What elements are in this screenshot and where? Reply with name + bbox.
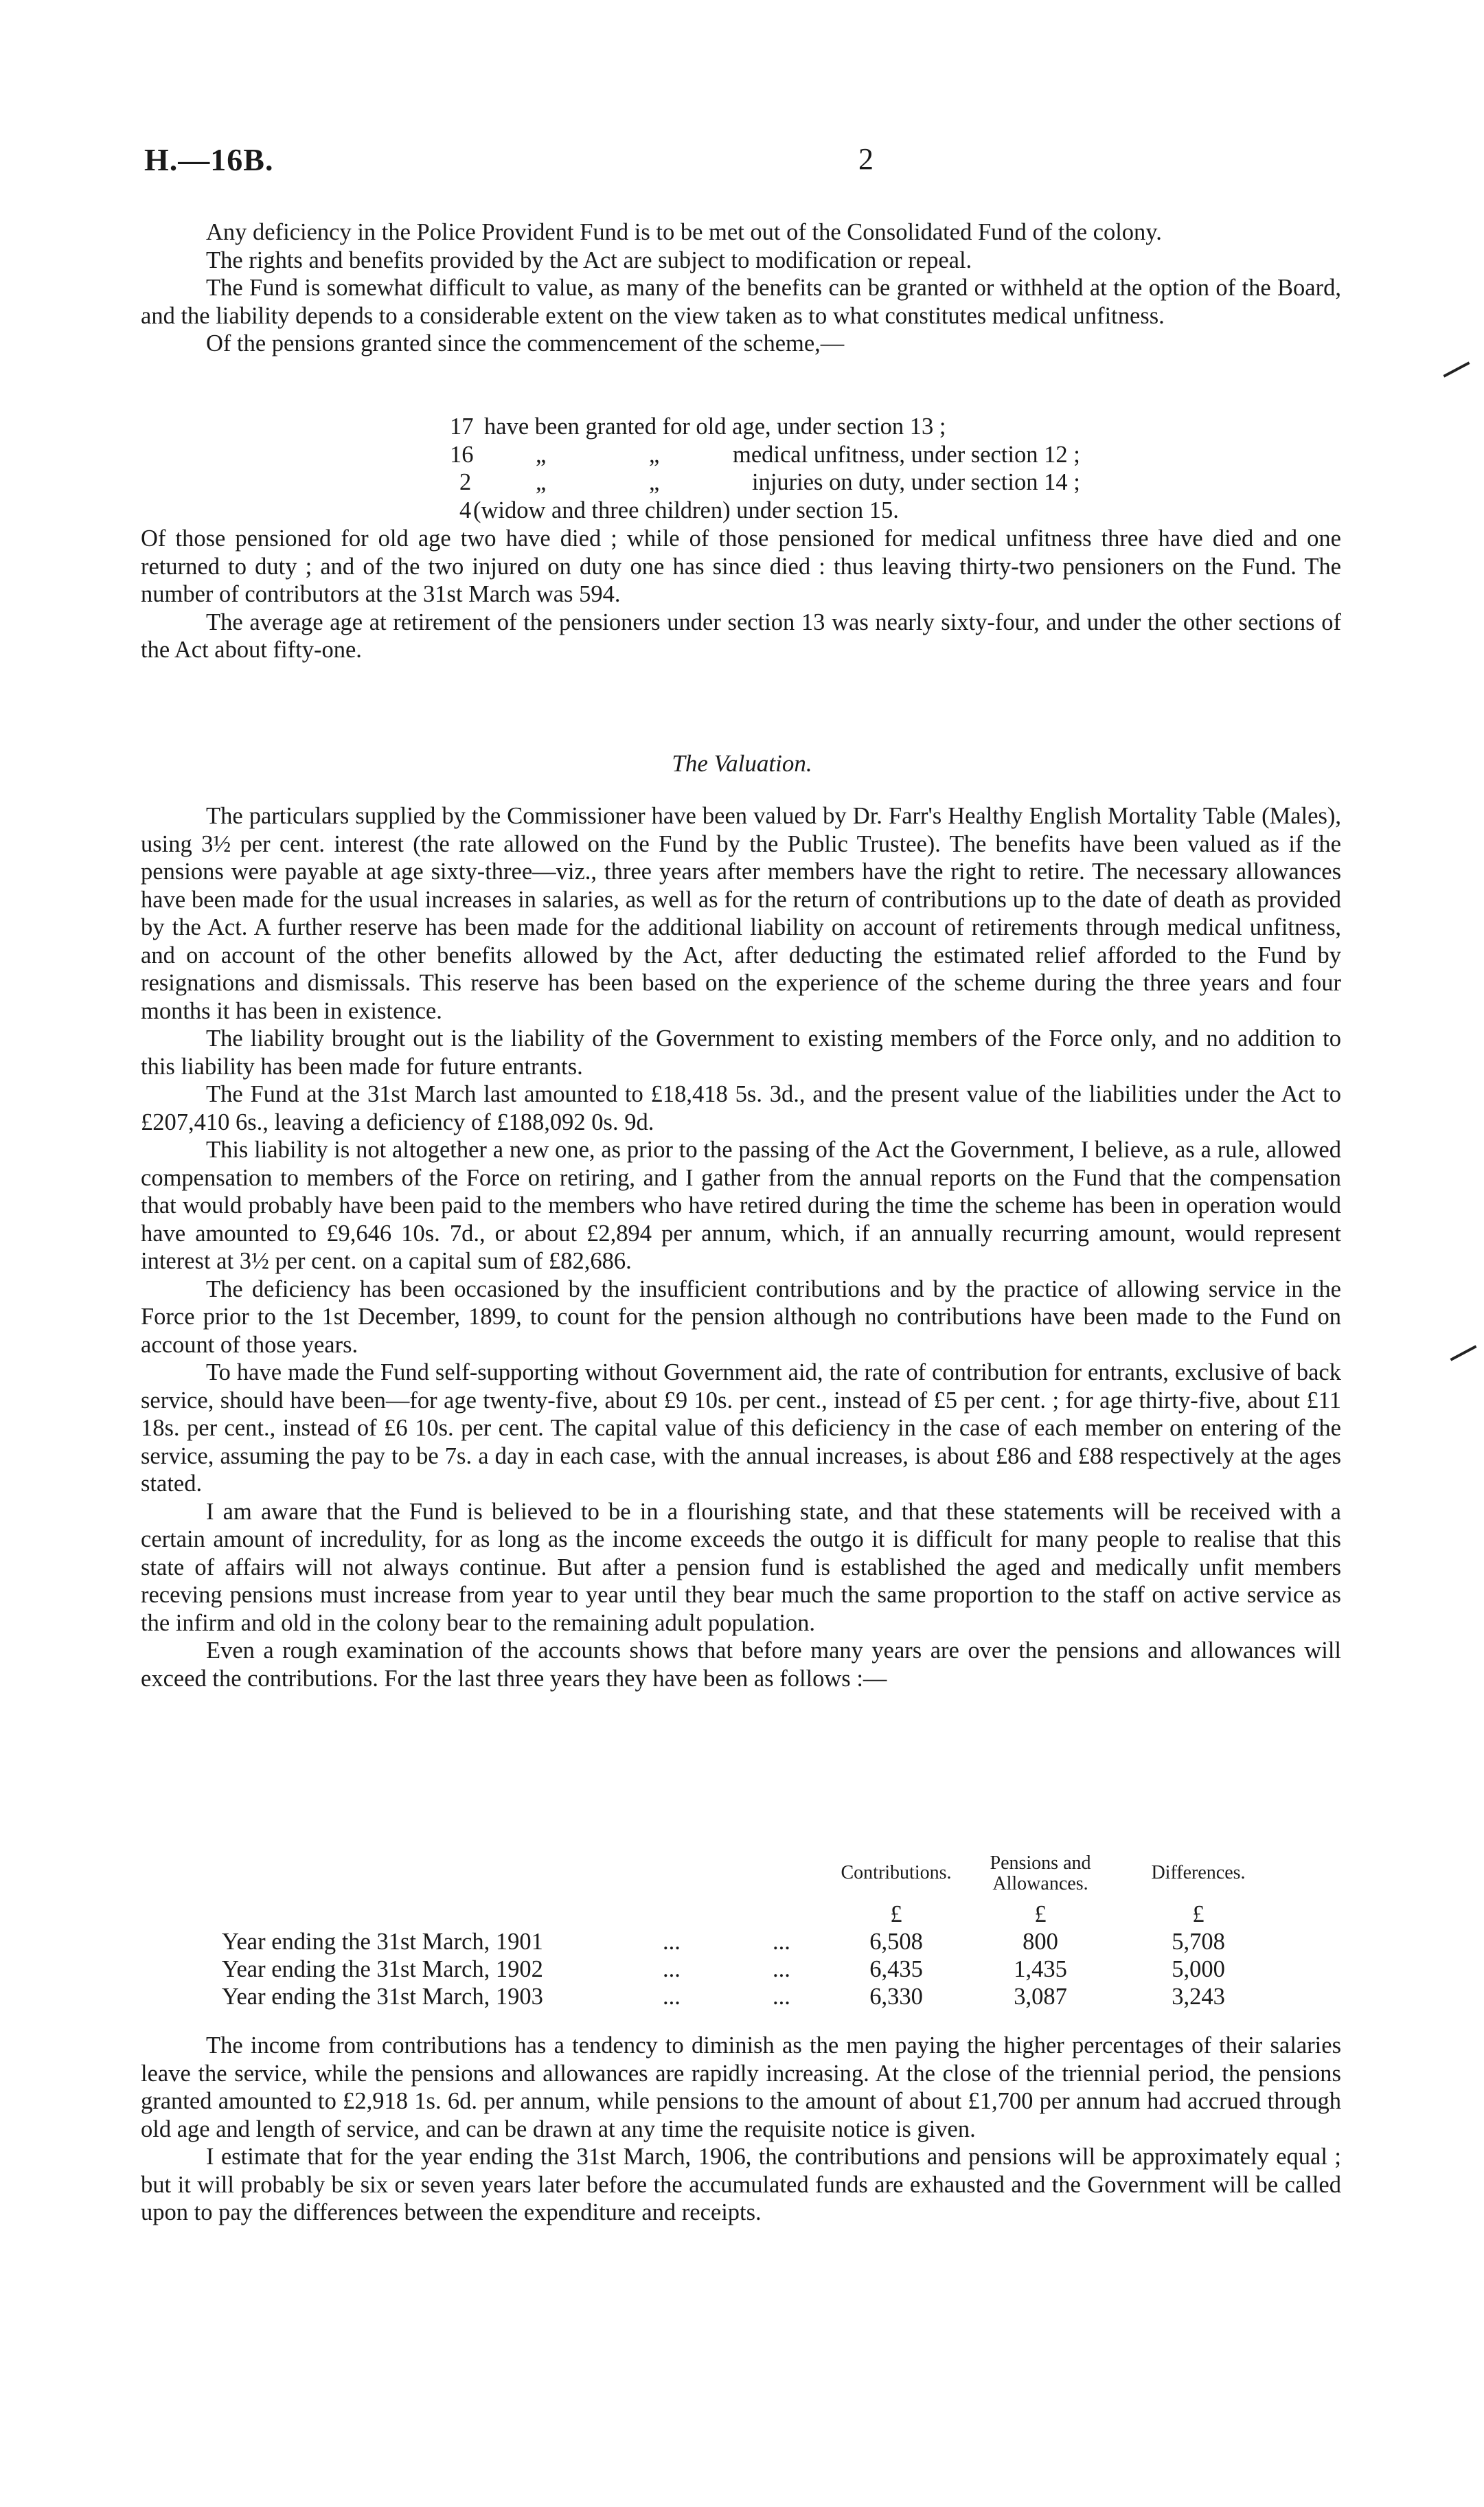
paragraph: The average age at retirement of the pensioners under section 13 was nearly sixty-four, and under the other sections of the Act about fifty-one. (141, 609, 1341, 663)
leader-dots: ... (773, 1956, 790, 1982)
pensions-cell: 800 (1023, 1929, 1058, 1955)
paragraph: To have made the Fund self-supporting without Government aid, the rate of contribution for entrants, exclusive of back service, should have been—for age twenty-five, about £9 10s. per cent., instead of £5 per cent. ; for age thirty-five, about £11 18s. per cent., instead of £6 10s. per cent. The capital value of this deficiency in the case of each member on entering of the service, assuming the pay to be 7s. a day in each case, with the annual increases, is about £86 and £88 respectively at the ages stated. (141, 1359, 1341, 1497)
table-row-label: Year ending the 31st March, 1901 (222, 1929, 543, 1955)
intro-section (141, 218, 1341, 358)
leader-dots: ... (663, 1984, 681, 2010)
page-number: 2 (858, 142, 874, 176)
pension-list-item (141, 468, 1341, 497)
contributions-cell: 6,330 (869, 1984, 923, 2010)
paragraph: The Fund at the 31st March last amounted to £18,418 5s. 3d., and the present value of the liabilities under the Act to £207,410 6s., leaving a deficiency of £188,092 0s. 9d. (141, 1081, 1341, 1135)
pension-list-item (141, 497, 1341, 525)
paragraph: The income from contributions has a tendency to diminish as the men paying the higher percentages of their salaries leave the service, while the pensions and allowances are rapidly increasing. At the close of the triennial period, the pensions granted amounted to £2,918 1s. 6d. per annum, while pensions to the amount of about £1,700 per annum had accrued through old age and length of service, and can be drawn at any time the requisite notice is given. (141, 2032, 1341, 2142)
differences-cell: 3,243 (1172, 1984, 1225, 2010)
paragraph: Any deficiency in the Police Provident Fund is to be met out of the Consolidated Fund of the colony. (206, 219, 1162, 245)
page-header (137, 141, 1367, 183)
unit-label: £ (1192, 1901, 1205, 1927)
pension-list (141, 413, 1341, 524)
paragraph: I am aware that the Fund is believed to be in a flourishing state, and that these statements will be received with a certain amount of incredulity, for as long as the income exceeds the outgo it is difficult for many people to realise that this state of affairs will not always continue. But after a pension fund is established the aged and medically unfit members receving pensions must increase from year to year until they bear much the same proportion to the staff on active service as the infirm and old in the colony bear to the remaining adult population. (141, 1498, 1341, 1636)
section-heading: The Valuation. (672, 750, 812, 777)
leader-dots: ... (773, 1929, 790, 1955)
paragraph: Even a rough examination of the accounts shows that before many years are over the pensions and allowances will exceed the contributions. For the last three years they have been as follows :— (141, 1637, 1341, 1692)
column-header-pensions: Pensions and Allowances. (990, 1852, 1091, 1894)
paragraph: I estimate that for the year ending the 31st March, 1906, the contributions and pensions will be approximately equal ; but it will probably be six or seven years later before the accumulated funds are exhausted and the Government will be called upon to pay the differences between the expenditure and receipts. (141, 2144, 1341, 2225)
contributions-cell: 6,435 (869, 1956, 923, 1982)
ditto-mark: „ (649, 469, 660, 495)
pension-count: 16 (450, 441, 474, 468)
closing-section (141, 2032, 1341, 2227)
column-header-differences: Differences. (1151, 1862, 1246, 1883)
pension-text: injuries on duty, under section 14 ; (752, 469, 1080, 495)
table-row-label: Year ending the 31st March, 1902 (222, 1956, 543, 1982)
pension-list-item (141, 441, 1341, 469)
ditto-mark: „ (649, 441, 660, 468)
pension-summary (141, 525, 1341, 664)
paragraph: The liability brought out is the liability of the Government to existing members of the Force only, and no addition to this liability has been made for future entrants. (141, 1025, 1341, 1080)
unit-label: £ (1034, 1901, 1047, 1927)
leader-dots: ... (663, 1929, 681, 1955)
pensions-cell: 3,087 (1014, 1984, 1067, 2010)
pension-text: have been granted for old age, under section 13 ; (484, 413, 946, 440)
table-row-label: Year ending the 31st March, 1903 (222, 1984, 543, 2010)
pension-count: 2 (459, 469, 472, 495)
paragraph: This liability is not altogether a new one, as prior to the passing of the Act the Government, I believe, as a rule, allowed compensation to members of the Force on retiring, and I gather from the annual reports on the Fund that the compensation that would probably have been paid to the members who have retired during the time the scheme has been in operation would have amounted to £9,646 10s. 7d., or about £2,894 per annum, which, if an annually recurring amount, would represent interest at 3½ per cent. on a capital sum of £82,686. (141, 1137, 1341, 1274)
paragraph: Of those pensioned for old age two have died ; while of those pensioned for medical unfitness three have died and one returned to duty ; and of the two injured on duty one has since died : thus leaving thirty-two pensioners on the Fund. The number of contributors at the 31st March was 594. (141, 525, 1341, 607)
unit-label: £ (890, 1901, 902, 1927)
document-reference: H.—16B. (144, 142, 274, 177)
pension-count: 4 (459, 497, 472, 523)
ditto-mark: „ (536, 441, 547, 468)
pension-list-item (141, 413, 1341, 441)
paragraph: The rights and benefits provided by the Act are subject to modification or repeal. (206, 247, 972, 273)
pension-text: medical unfitness, under section 12 ; (733, 441, 1080, 468)
ditto-mark: „ (536, 469, 547, 495)
paragraph: Of the pensions granted since the commencement of the scheme,— (206, 330, 845, 356)
pensions-cell: 1,435 (1014, 1956, 1067, 1982)
pension-text: (widow and three children) under section 15. (473, 497, 899, 523)
leader-dots: ... (773, 1984, 790, 2010)
valuation-section (141, 802, 1341, 1692)
paragraph: The Fund is somewhat difficult to value, as many of the benefits can be granted or withheld at the option of the Board, and the liability depends to a considerable extent on the view taken as to what constitutes medical unfitness. (141, 275, 1341, 329)
differences-cell: 5,708 (1172, 1929, 1225, 1955)
column-header-contributions: Contributions. (841, 1862, 952, 1883)
paragraph: The particulars supplied by the Commissioner have been valued by Dr. Farr's Healthy English Mortality Table (Males), using 3½ per cent. interest (the rate allowed on the Fund by the Public Trustee). The benefits have been valued as if the pensions were payable at age sixty-three—viz., three years after members have the right to retire. The necessary allowances have been made for the usual increases in salaries, as well as for the return of contributions up to the date of death as provided by the Act. A further reserve has been made for the additional liability on account of retirements through medical unfitness, and on account of the other benefits allowed by the Act, after deducting the estimated relief afforded to the Fund by resignations and dismissals. This reserve has been based on the experience of the scheme during the three years and four months it has been in existence. (141, 803, 1341, 1024)
margin-mark (1443, 361, 1470, 377)
leader-dots: ... (663, 1956, 681, 1982)
contributions-cell: 6,508 (869, 1929, 923, 1955)
differences-cell: 5,000 (1172, 1956, 1225, 1982)
margin-mark (1450, 1345, 1477, 1361)
paragraph: The deficiency has been occasioned by the insufficient contributions and by the practice of allowing service in the Force prior to the 1st December, 1899, to count for the pension although no contributions have been made to the Fund on account of those years. (141, 1275, 1341, 1358)
pension-count: 17 (450, 413, 474, 440)
